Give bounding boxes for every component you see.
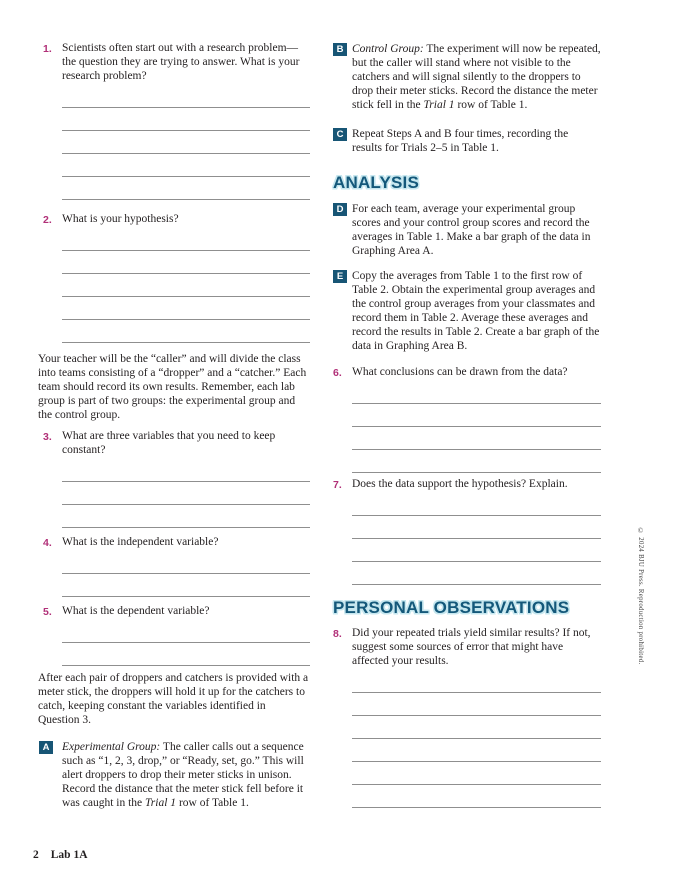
question-number: 5. — [43, 605, 52, 618]
step-text: Copy the averages from Table 1 to the first row of Table 2. Obtain the experimental group averages and the control group averages from your classmates and record them in Table 2. Average these averages and record the results in Table 2. Create a bar graph of the data in Graphing Area B. — [352, 270, 600, 352]
step-c — [333, 127, 601, 155]
question-7 — [333, 477, 601, 585]
answer-lines — [352, 381, 601, 473]
question-number: 7. — [333, 478, 342, 491]
step-d — [333, 202, 601, 258]
answer-line — [352, 493, 601, 516]
answer-line — [62, 154, 310, 177]
page-footer — [33, 849, 88, 861]
answer-lines — [62, 228, 310, 343]
answer-line — [62, 108, 310, 131]
question-text: What conclusions can be drawn from the data? — [352, 366, 568, 378]
question-8 — [333, 626, 601, 808]
lab-title: Lab 1A — [50, 849, 88, 861]
answer-line — [62, 482, 310, 505]
question-number: 6. — [333, 366, 342, 379]
step-e — [333, 269, 601, 353]
answer-lines — [62, 620, 310, 666]
answer-line — [62, 551, 310, 574]
question-text: Did your repeated trials yield similar results? If not, suggest some sources of error that might have affected your results. — [352, 627, 591, 667]
step-letter-badge: A — [39, 741, 53, 754]
answer-line — [62, 320, 310, 343]
question-1 — [38, 41, 310, 200]
answer-line — [352, 693, 601, 716]
question-text: What are three variables that you need to keep constant? — [62, 430, 276, 456]
answer-line — [62, 131, 310, 154]
answer-line — [352, 427, 601, 450]
answer-line — [352, 450, 601, 473]
question-3 — [38, 429, 310, 528]
step-letter-badge: B — [333, 43, 347, 56]
question-text: What is the dependent variable? — [62, 605, 210, 617]
answer-line — [352, 562, 601, 585]
answer-lines — [62, 459, 310, 528]
answer-line — [352, 762, 601, 785]
step-text: For each team, average your experimental group scores and your control group scores and record the averages in Table 1. Make a bar graph of the data in Graphing Area A. — [352, 203, 591, 257]
question-text: What is the independent variable? — [62, 536, 219, 548]
question-text: What is your hypothesis? — [62, 213, 179, 225]
copyright-notice: © 2024 BJU Press. Reproduction prohibited. — [637, 528, 644, 665]
answer-line — [62, 620, 310, 643]
step-text: Control Group: The experiment will now be repeated, but the caller will stand where not visible to the catchers and will signal silently to the droppers to drop their meter sticks. Record the distance the meter stick fell in the Trial 1 row of Table 1. — [352, 43, 601, 111]
right-column — [333, 0, 601, 896]
answer-lines — [352, 493, 601, 585]
left-column — [38, 0, 310, 896]
question-2 — [38, 212, 310, 343]
analysis-heading: ANALYSIS — [333, 173, 419, 192]
question-text: Does the data support the hypothesis? Explain. — [352, 478, 568, 490]
question-number: 1. — [43, 42, 52, 55]
answer-line — [62, 251, 310, 274]
question-6 — [333, 365, 601, 473]
answer-line — [62, 459, 310, 482]
question-number: 3. — [43, 430, 52, 443]
answer-line — [352, 670, 601, 693]
question-number: 8. — [333, 627, 342, 640]
answer-lines — [62, 551, 310, 597]
question-4 — [38, 535, 310, 597]
answer-line — [352, 516, 601, 539]
question-number: 4. — [43, 536, 52, 549]
answer-line — [352, 785, 601, 808]
personal-observations-heading: PERSONAL OBSERVATIONS — [333, 598, 570, 617]
step-text: Experimental Group: The caller calls out a sequence such as “1, 2, 3, drop,” or “Ready, set, go.” This will alert droppers to drop their meter sticks in unison. Record the distance that the meter stick fell before it was caught in the Trial 1 row of Table 1. — [62, 741, 304, 809]
answer-line — [62, 505, 310, 528]
step-a — [38, 740, 310, 810]
page-number: 2 — [33, 849, 39, 861]
intro-paragraph-teams: Your teacher will be the “caller” and will divide the class into teams consisting of a “dropper” and a “catcher.” Each team should record its own results. Remember, each lab group is part of two groups: the experimental group and the control group. — [38, 353, 307, 421]
answer-line — [352, 716, 601, 739]
step-letter-badge: C — [333, 128, 347, 141]
intro-paragraph-meter-stick: After each pair of droppers and catchers is provided with a meter stick, the droppers will hold it up for the catchers to catch, keeping constant the variables identified in Question 3. — [38, 672, 309, 726]
answer-line — [62, 177, 310, 200]
step-letter-badge: D — [333, 203, 347, 216]
answer-line — [352, 404, 601, 427]
answer-line — [62, 297, 310, 320]
answer-line — [352, 381, 601, 404]
answer-line — [62, 274, 310, 297]
question-5 — [38, 604, 310, 666]
answer-line — [352, 739, 601, 762]
step-letter-badge: E — [333, 270, 347, 283]
step-text: Repeat Steps A and B four times, recording the results for Trials 2–5 in Table 1. — [352, 128, 569, 154]
step-b — [333, 42, 601, 112]
answer-line — [62, 228, 310, 251]
question-text: Scientists often start out with a research problem—the question they are trying to answer. What is your research problem? — [62, 42, 300, 82]
answer-line — [62, 574, 310, 597]
answer-line — [62, 643, 310, 666]
answer-line — [62, 85, 310, 108]
question-number: 2. — [43, 213, 52, 226]
answer-lines — [352, 670, 601, 808]
answer-line — [352, 539, 601, 562]
answer-lines — [62, 85, 310, 200]
